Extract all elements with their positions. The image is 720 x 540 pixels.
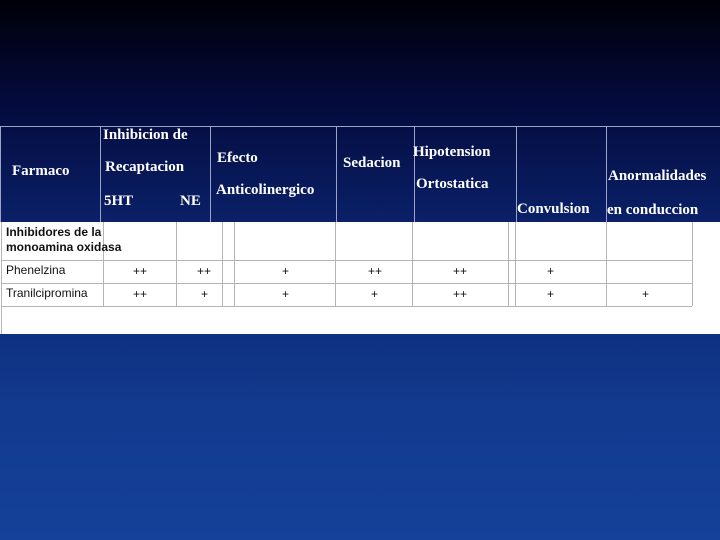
group-label-line2: monoamina oxidasa xyxy=(6,240,122,254)
header-divider xyxy=(100,126,101,222)
cell-ne: ++ xyxy=(197,264,212,278)
cell-hipotension: ++ xyxy=(453,264,468,278)
grid-line xyxy=(508,222,509,306)
grid-line xyxy=(515,222,516,306)
cell-hipotension: ++ xyxy=(453,287,468,301)
cell-5ht: ++ xyxy=(133,264,148,278)
cell-convulsion: + xyxy=(547,287,555,301)
header-anticolinergico: Anticolinergico xyxy=(216,182,315,198)
cell-sedacion: + xyxy=(371,287,379,301)
header-en-conduccion: en conduccion xyxy=(607,202,699,218)
grid-line xyxy=(606,222,607,306)
grid-line xyxy=(1,283,692,284)
header-ortostatica: Ortostatica xyxy=(416,176,489,192)
cell-conduccion: + xyxy=(642,287,650,301)
header-divider xyxy=(414,126,415,222)
header-efecto: Efecto xyxy=(217,150,258,166)
row-name-tranilcipromina: Tranilcipromina xyxy=(6,286,88,300)
header-inhibicion: Inhibicion de xyxy=(103,127,188,143)
header-anormalidades: Anormalidades xyxy=(608,168,707,184)
grid-line xyxy=(412,222,413,306)
header-ne: NE xyxy=(180,193,201,209)
header-5ht: 5HT xyxy=(104,193,134,209)
grid-line xyxy=(1,222,2,334)
grid-line xyxy=(1,306,692,307)
grid-line xyxy=(335,222,336,306)
grid-line xyxy=(222,222,223,306)
row-name-phenelzina: Phenelzina xyxy=(6,263,66,277)
header-divider xyxy=(336,126,337,222)
cell-anticolinergico: + xyxy=(282,287,290,301)
group-label-line1: Inhibidores de la xyxy=(6,225,102,239)
header-divider xyxy=(210,126,211,222)
cell-5ht: ++ xyxy=(133,287,148,301)
header-recaptacion: Recaptacion xyxy=(105,159,185,175)
group-label xyxy=(6,225,121,255)
cell-anticolinergico: + xyxy=(282,264,290,278)
grid-line xyxy=(176,222,177,306)
header-sedacion: Sedacion xyxy=(343,155,401,171)
header-hipotension: Hipotension xyxy=(413,144,491,160)
header-divider xyxy=(0,126,1,222)
header-convulsion: Convulsion xyxy=(517,201,590,217)
cell-ne: + xyxy=(201,287,209,301)
grid-line xyxy=(692,222,693,306)
cell-sedacion: ++ xyxy=(368,264,383,278)
grid-line xyxy=(234,222,235,306)
grid-line xyxy=(1,260,692,261)
cell-convulsion: + xyxy=(547,264,555,278)
data-table xyxy=(0,222,720,334)
header-farmaco: Farmaco xyxy=(12,163,70,179)
